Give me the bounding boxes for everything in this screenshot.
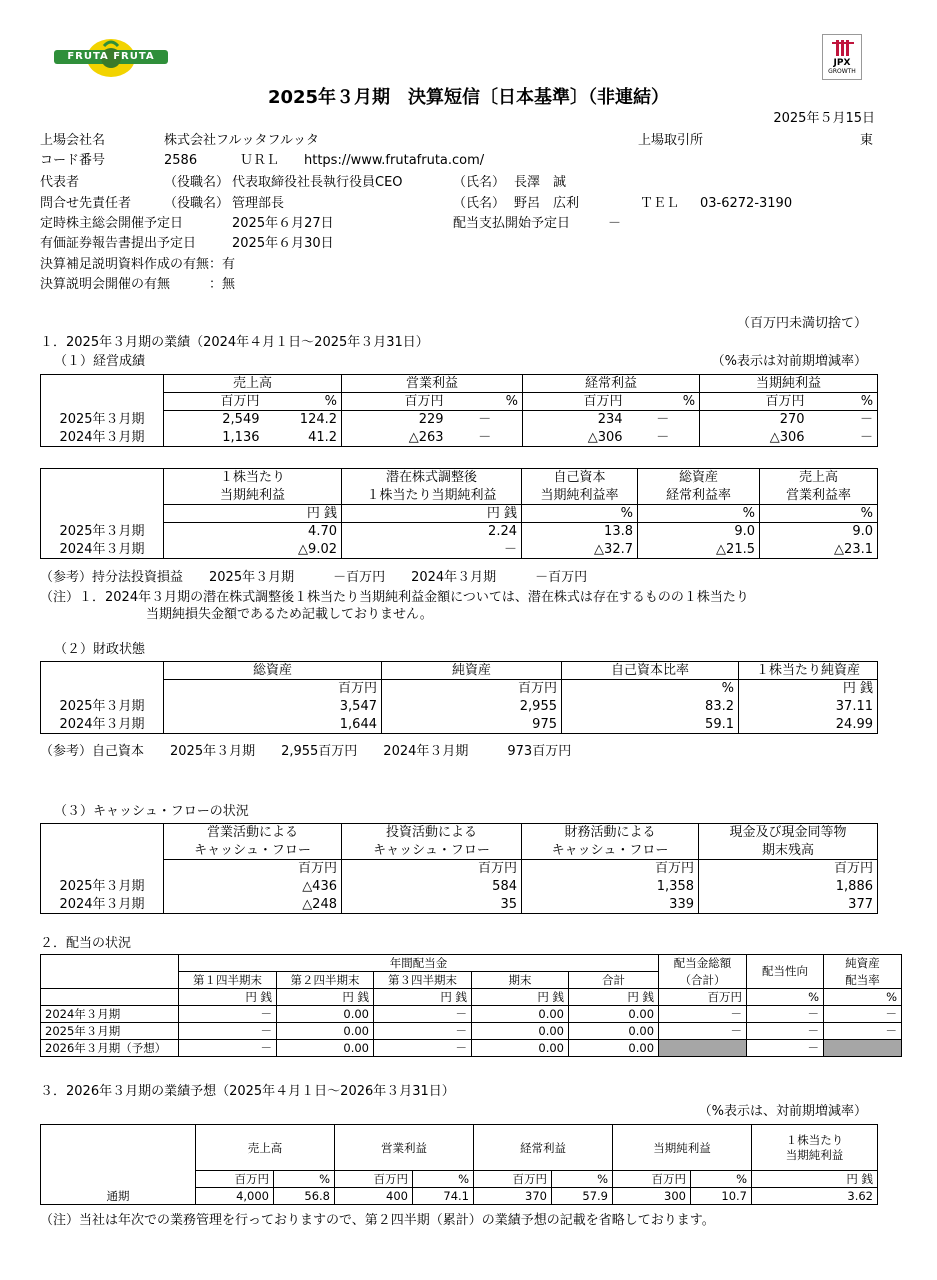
- code-value: 2586: [164, 153, 198, 168]
- cell: 9.0: [760, 523, 878, 541]
- col-cash-balance: 現金及び現金同等物: [699, 824, 878, 842]
- cell: －: [627, 411, 700, 429]
- cell: 10.7: [691, 1188, 752, 1205]
- row-label: 2025年３月期: [41, 878, 164, 896]
- cell: △23.1: [760, 541, 878, 559]
- col-sales: 売上高: [196, 1125, 335, 1171]
- col-year-end: 期末: [472, 972, 569, 989]
- col-operating-income: 営業利益: [342, 375, 523, 393]
- col-op-margin: 売上高: [760, 469, 878, 487]
- cell: △21.5: [638, 541, 760, 559]
- section2-heading: ２．配当の状況: [40, 936, 132, 951]
- cell: －: [342, 541, 522, 559]
- cell: 3.62: [752, 1188, 878, 1205]
- table-row: [41, 698, 878, 716]
- cell: △32.7: [522, 541, 638, 559]
- cell: 37.11: [739, 698, 878, 716]
- cell: △306: [700, 429, 809, 447]
- cell: －: [179, 1006, 277, 1023]
- cell: △9.02: [164, 541, 342, 559]
- col-financing-cf-2: キャッシュ・フロー: [522, 842, 699, 860]
- col-dividend-ratio-2: 配当率: [824, 972, 902, 989]
- cell: 0.00: [472, 1040, 569, 1057]
- unit: 百万円: [164, 860, 342, 878]
- cell: 377: [699, 896, 878, 914]
- listed-company-value: 株式会社フルッタフルッタ: [164, 133, 319, 148]
- equity-method-note: （参考）持分法投資損益 2025年３月期 －百万円 2024年３月期 －百万円: [40, 570, 588, 585]
- cell: △263: [342, 429, 448, 447]
- col-equity-ratio: 自己資本比率: [562, 662, 739, 680]
- cell: 0.00: [277, 1040, 374, 1057]
- row-label: 2024年３月期: [41, 716, 164, 734]
- representative-label: 代表者: [40, 175, 80, 190]
- rep-name: 長澤 誠: [514, 175, 567, 190]
- financial-position-table: [40, 661, 878, 734]
- unit: 円 銭: [277, 989, 374, 1006]
- jpx-label: JPX: [833, 58, 851, 68]
- cell: 83.2: [562, 698, 739, 716]
- cell: －: [659, 1006, 747, 1023]
- table-row: [41, 716, 878, 734]
- contact-label: 問合せ先責任者: [40, 196, 132, 211]
- tel-label: ＴＥＬ: [640, 196, 680, 211]
- cell: 2,549: [164, 411, 264, 429]
- cell: －: [747, 1023, 824, 1040]
- forecast-table: [40, 1124, 878, 1205]
- financial-position-heading: （２）財政状態: [54, 642, 146, 657]
- unit: %: [264, 393, 342, 411]
- table-row: [41, 429, 878, 447]
- row-label: 通期: [41, 1188, 196, 1205]
- unit: 百万円: [164, 680, 382, 698]
- col-op-margin-2: 営業利益率: [760, 487, 878, 505]
- tel-value: 03-6272-3190: [700, 196, 793, 211]
- contact-name-label: （氏名）: [453, 196, 506, 211]
- cell: －: [374, 1023, 472, 1040]
- col-total-dividend-2: （合計）: [659, 972, 747, 989]
- col-eps-line1: １株当たり: [785, 1132, 844, 1147]
- col-bps: １株当たり純資産: [739, 662, 878, 680]
- note1-line2: 当期純損失金額であるため記載しておりません。: [146, 607, 433, 622]
- supplementary-material: 決算補足説明資料作成の有無：有: [40, 257, 236, 272]
- rep-role-label: （役職名）: [164, 175, 230, 190]
- col-operating-cf-2: キャッシュ・フロー: [164, 842, 342, 860]
- cell: △248: [164, 896, 342, 914]
- cell: 0.00: [472, 1006, 569, 1023]
- col-net-assets: 純資産: [382, 662, 562, 680]
- cash-flow-heading: （３）キャッシュ・フローの状況: [54, 804, 249, 819]
- col-investing-cf-2: キャッシュ・フロー: [342, 842, 522, 860]
- col-net-income: 当期純利益: [700, 375, 878, 393]
- dividend-start-label: 配当支払開始予定日: [453, 216, 571, 231]
- report-filing-value: 2025年６月30日: [232, 236, 334, 251]
- col-ordinary-income: 経常利益: [474, 1125, 613, 1171]
- unit: 円 銭: [164, 505, 342, 523]
- annual-dividend-group: 年間配当金: [179, 955, 659, 972]
- jpx-sublabel: GROWTH: [828, 68, 856, 75]
- cell: 370: [474, 1188, 552, 1205]
- col-dividend-ratio: 純資産: [824, 955, 902, 972]
- forecast-footnote: （注）当社は年次での業務管理を行っておりますので、第２四半期（累計）の業績予想の記載を省略しております。: [40, 1213, 715, 1228]
- cell: 4.70: [164, 523, 342, 541]
- operating-results-heading: （１）経営成績: [54, 354, 146, 369]
- row-label: 2024年３月期: [41, 896, 164, 914]
- col-investing-cf: 投資活動による: [342, 824, 522, 842]
- unit-note: （百万円未満切捨て）: [736, 316, 867, 331]
- cell: 229: [342, 411, 448, 429]
- unit: 百万円: [474, 1171, 552, 1188]
- unit: 円 銭: [472, 989, 569, 1006]
- report-date: 2025年５月15日: [773, 111, 875, 126]
- cell: 584: [342, 878, 522, 896]
- cell: 1,358: [522, 878, 699, 896]
- unit: 円 銭: [374, 989, 472, 1006]
- cell: 124.2: [264, 411, 342, 429]
- unit: %: [552, 1171, 613, 1188]
- table-row: [41, 896, 878, 914]
- col-eps-2: 当期純利益: [164, 487, 342, 505]
- cell: －: [809, 411, 878, 429]
- col-sales: 売上高: [164, 375, 342, 393]
- col-diluted-eps-2: １株当たり当期純利益: [342, 487, 522, 505]
- cell: 2,955: [382, 698, 562, 716]
- unit: 円 銭: [179, 989, 277, 1006]
- col-eps: [752, 1125, 878, 1171]
- col-eps: １株当たり: [164, 469, 342, 487]
- row-label: 2025年３月期: [41, 411, 164, 429]
- cell: －: [809, 429, 878, 447]
- unit: %: [627, 393, 700, 411]
- col-total: 合計: [569, 972, 659, 989]
- cell: 24.99: [739, 716, 878, 734]
- table-row: [41, 1040, 902, 1057]
- exchange-value: 東: [860, 133, 874, 148]
- table-row: [41, 541, 878, 559]
- jpx-growth-logo: [822, 34, 862, 80]
- briefing-session: 決算説明会開催の有無 ：無: [40, 277, 236, 292]
- url-link[interactable]: https://www.frutafruta.com/: [304, 153, 485, 168]
- dividend-start-value: －: [608, 216, 622, 231]
- cell: －: [179, 1023, 277, 1040]
- unit: 百万円: [342, 860, 522, 878]
- col-payout-ratio: 配当性向: [747, 963, 824, 980]
- rep-role: 代表取締役社長執行役員CEO: [232, 175, 403, 190]
- cell: △306: [523, 429, 627, 447]
- agm-date-value: 2025年６月27日: [232, 216, 334, 231]
- col-operating-cf: 営業活動による: [164, 824, 342, 842]
- table-row: [41, 878, 878, 896]
- section3-heading: ３．2026年３月期の業績予想（2025年４月１日～2026年３月31日）: [40, 1084, 455, 1099]
- col-total-assets: 総資産: [164, 662, 382, 680]
- unit: 百万円: [700, 393, 809, 411]
- cell: 0.00: [569, 1023, 659, 1040]
- contact-role-label: （役職名）: [164, 196, 230, 211]
- cell: －: [824, 1023, 902, 1040]
- unit: 百万円: [613, 1171, 691, 1188]
- listed-company-label: 上場会社名: [40, 133, 106, 148]
- col-cash-balance-2: 期末残高: [699, 842, 878, 860]
- unit: 円 銭: [342, 505, 522, 523]
- row-label: 2024年３月期: [41, 429, 164, 447]
- col-q3: 第３四半期末: [374, 972, 472, 989]
- col-financing-cf: 財務活動による: [522, 824, 699, 842]
- unit: 百万円: [335, 1171, 413, 1188]
- table-row: [41, 1188, 878, 1205]
- row-label: 2025年３月期: [41, 523, 164, 541]
- col-net-income: 当期純利益: [613, 1125, 752, 1171]
- logo-text: FRUTA FRUTA: [67, 51, 155, 62]
- unit: %: [824, 989, 902, 1006]
- section1-heading: １．2025年３月期の業績（2024年４月１日～2025年３月31日）: [40, 335, 429, 350]
- cell: 74.1: [413, 1188, 474, 1205]
- cell: －: [448, 429, 523, 447]
- cell: －: [824, 1006, 902, 1023]
- col-roe-2: 当期純利益率: [522, 487, 638, 505]
- url-label: ＵＲＬ: [240, 153, 280, 168]
- report-filing-label: 有価証券報告書提出予定日: [40, 236, 197, 251]
- cell: －: [747, 1006, 824, 1023]
- col-diluted-eps: 潜在株式調整後: [342, 469, 522, 487]
- unit: 百万円: [196, 1171, 274, 1188]
- row-label: 2026年３月期（予想）: [41, 1040, 179, 1057]
- dividend-table: [40, 954, 902, 1057]
- cell: －: [627, 429, 700, 447]
- row-label: 2025年３月期: [41, 698, 164, 716]
- cell: 13.8: [522, 523, 638, 541]
- cell: －: [179, 1040, 277, 1057]
- cell: 1,644: [164, 716, 382, 734]
- cell: 1,886: [699, 878, 878, 896]
- unit: %: [691, 1171, 752, 1188]
- unit: 百万円: [522, 860, 699, 878]
- unit: 円 銭: [739, 680, 878, 698]
- col-q1: 第１四半期末: [179, 972, 277, 989]
- table-row: [41, 1006, 902, 1023]
- unit: 百万円: [342, 393, 448, 411]
- unit: %: [562, 680, 739, 698]
- agm-date-label: 定時株主総会開催予定日: [40, 216, 184, 231]
- cell: 400: [335, 1188, 413, 1205]
- cell: 0.00: [277, 1006, 374, 1023]
- equity-reference: （参考）自己資本 2025年３月期 2,955百万円 2024年３月期 973百万円: [40, 744, 572, 759]
- col-roe: 自己資本: [522, 469, 638, 487]
- rep-name-label: （氏名）: [453, 175, 506, 190]
- cell: 59.1: [562, 716, 739, 734]
- cell: 0.00: [569, 1006, 659, 1023]
- unit: 百万円: [523, 393, 627, 411]
- col-roa: 総資産: [638, 469, 760, 487]
- forecast-percent-note: （%表示は、対前期増減率）: [698, 1104, 867, 1119]
- per-share-table: [40, 468, 878, 559]
- cell: 56.8: [274, 1188, 335, 1205]
- cell: △436: [164, 878, 342, 896]
- unit: 百万円: [164, 393, 264, 411]
- contact-role: 管理部長: [232, 196, 285, 211]
- note1-line1: （注）１．2024年３月期の潜在株式調整後１株当たり当期純利益金額については、潜在株式は存在するものの１株当たり: [40, 590, 749, 605]
- unit: %: [274, 1171, 335, 1188]
- unit: 百万円: [699, 860, 878, 878]
- col-roa-2: 経常利益率: [638, 487, 760, 505]
- operating-results-table: [40, 374, 878, 447]
- unit: %: [522, 505, 638, 523]
- unit: %: [413, 1171, 474, 1188]
- unit: 円 銭: [569, 989, 659, 1006]
- cell-shaded: [824, 1040, 902, 1057]
- cell: 300: [613, 1188, 691, 1205]
- table-row: [41, 1023, 902, 1040]
- cell: 3,547: [164, 698, 382, 716]
- unit: %: [448, 393, 523, 411]
- cell: －: [374, 1006, 472, 1023]
- exchange-label: 上場取引所: [638, 133, 704, 148]
- cell: 57.9: [552, 1188, 613, 1205]
- col-ordinary-income: 経常利益: [523, 375, 700, 393]
- col-operating-income: 営業利益: [335, 1125, 474, 1171]
- cell: 270: [700, 411, 809, 429]
- cell: 0.00: [472, 1023, 569, 1040]
- unit: 円 銭: [752, 1171, 878, 1188]
- cell: 0.00: [277, 1023, 374, 1040]
- code-label: コード番号: [40, 153, 106, 168]
- row-label: 2024年３月期: [41, 1006, 179, 1023]
- contact-name: 野呂 広利: [514, 196, 580, 211]
- row-label: 2025年３月期: [41, 1023, 179, 1040]
- page-title: 2025年３月期 決算短信〔日本基準〕（非連結）: [267, 87, 670, 108]
- cell: 9.0: [638, 523, 760, 541]
- cell: －: [659, 1023, 747, 1040]
- unit: 百万円: [382, 680, 562, 698]
- row-label: 2024年３月期: [41, 541, 164, 559]
- cell: 4,000: [196, 1188, 274, 1205]
- cell: 1,136: [164, 429, 264, 447]
- cell: 0.00: [569, 1040, 659, 1057]
- unit: %: [809, 393, 878, 411]
- unit: %: [760, 505, 878, 523]
- cell: 41.2: [264, 429, 342, 447]
- cell: 35: [342, 896, 522, 914]
- cell: 234: [523, 411, 627, 429]
- cell: －: [374, 1040, 472, 1057]
- unit: 百万円: [659, 989, 747, 1006]
- cell: －: [448, 411, 523, 429]
- col-eps-line2: 当期純利益: [785, 1147, 844, 1162]
- cell: 2.24: [342, 523, 522, 541]
- cash-flow-table: [40, 823, 878, 914]
- unit: %: [747, 989, 824, 1006]
- col-q2: 第２四半期末: [277, 972, 374, 989]
- col-total-dividend: 配当金総額: [659, 955, 747, 972]
- cell: 975: [382, 716, 562, 734]
- cell: －: [747, 1040, 824, 1057]
- percent-note: （%表示は対前期増減率）: [711, 354, 867, 369]
- unit: %: [638, 505, 760, 523]
- cell: 339: [522, 896, 699, 914]
- table-row: [41, 411, 878, 429]
- cell-shaded: [659, 1040, 747, 1057]
- company-logo: [52, 36, 170, 80]
- table-row: [41, 523, 878, 541]
